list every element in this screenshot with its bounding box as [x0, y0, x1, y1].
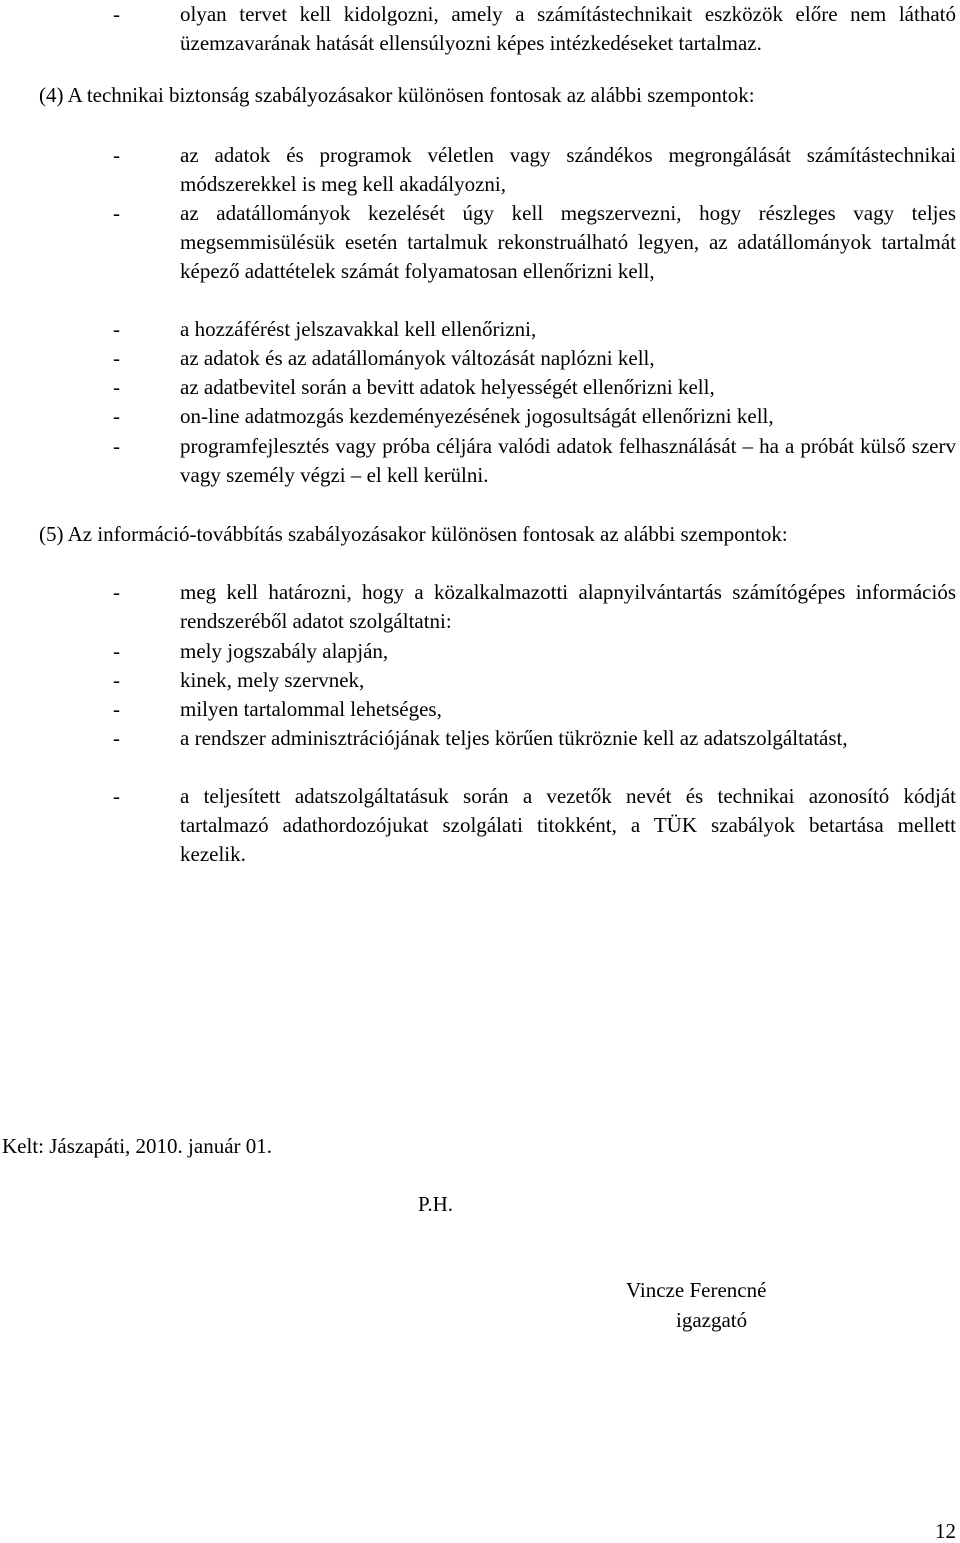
list-dash: -: [113, 201, 120, 225]
list-item-text: programfejlesztés vagy próba céljára valódi adatok felhasználását – ha a próbát külső szerv vagy személy végzi – el kell kerülni.: [180, 434, 956, 487]
list-dash: -: [113, 639, 120, 663]
list-item-text: az adatbevitel során a bevitt adatok helyességét ellenőrizni kell,: [180, 375, 715, 399]
date-line: Kelt: Jászapáti, 2010. január 01.: [2, 1134, 273, 1158]
list-dash: -: [113, 317, 120, 341]
list-item-text: az adatállományok kezelését úgy kell megszervezni, hogy részleges vagy teljes megsemmisülésük esetén tartalmuk rekonstruálható legyen, az adatállományok tartalmát képező adattételek számát folyamatosan ellenőrizni kell,: [180, 201, 956, 283]
list-item-text: mely jogszabály alapján,: [180, 639, 389, 663]
list-item-text: az adatok és programok véletlen vagy szándékos megrongálását számítástechnikai módszerekkel is meg kell akadályozni,: [180, 143, 956, 196]
list-dash: -: [113, 580, 120, 604]
list-item-text: milyen tartalommal lehetséges,: [180, 697, 442, 721]
signatory-title: igazgató: [676, 1308, 748, 1332]
list-dash: -: [113, 697, 120, 721]
list-item-text: on-line adatmozgás kezdeményezésének jogosultságát ellenőrizni kell,: [180, 404, 774, 428]
list-dash: -: [113, 434, 120, 458]
list-dash: -: [113, 375, 120, 399]
list-dash: -: [113, 404, 120, 428]
section4-heading: (4) A technikai biztonság szabályozásakor különösen fontosak az alábbi szempontok:: [39, 83, 755, 107]
list-dash: -: [113, 726, 120, 750]
list-item-text: az adatok és az adatállományok változását naplózni kell,: [180, 346, 655, 370]
list-item-text: meg kell határozni, hogy a közalkalmazotti alapnyilvántartás számítógépes információs rendszeréből adatot szolgáltatni:: [180, 580, 956, 633]
seal-mark: P.H.: [418, 1192, 454, 1216]
list-dash: -: [113, 2, 120, 26]
section5-heading: (5) Az információ-továbbítás szabályozásakor különösen fontosak az alábbi szempontok:: [39, 522, 788, 546]
list-dash: -: [113, 668, 120, 692]
list-dash: -: [113, 143, 120, 167]
list-dash: -: [113, 784, 120, 808]
list-item-text: kinek, mely szervnek,: [180, 668, 365, 692]
list-item-text: a rendszer adminisztrációjának teljes körűen tükröznie kell az adatszolgáltatást,: [180, 726, 848, 750]
page-number: 12: [935, 1519, 956, 1543]
list-item-text: a hozzáférést jelszavakkal kell ellenőrizni,: [180, 317, 537, 341]
signatory-name: Vincze Ferencné: [626, 1278, 767, 1302]
list-item-text: a teljesített adatszolgáltatásuk során a vezetők nevét és technikai azonosító kódját tartalmazó adathordozójukat szolgálati titokként, a TÜK szabályok betartása mellett kezelik.: [180, 784, 956, 866]
list-dash: -: [113, 346, 120, 370]
list-item-text: olyan tervet kell kidolgozni, amely a számítástechnikait eszközök előre nem látható üzemzavarának hatását ellensúlyozni képes intézkedéseket tartalmaz.: [180, 2, 956, 55]
